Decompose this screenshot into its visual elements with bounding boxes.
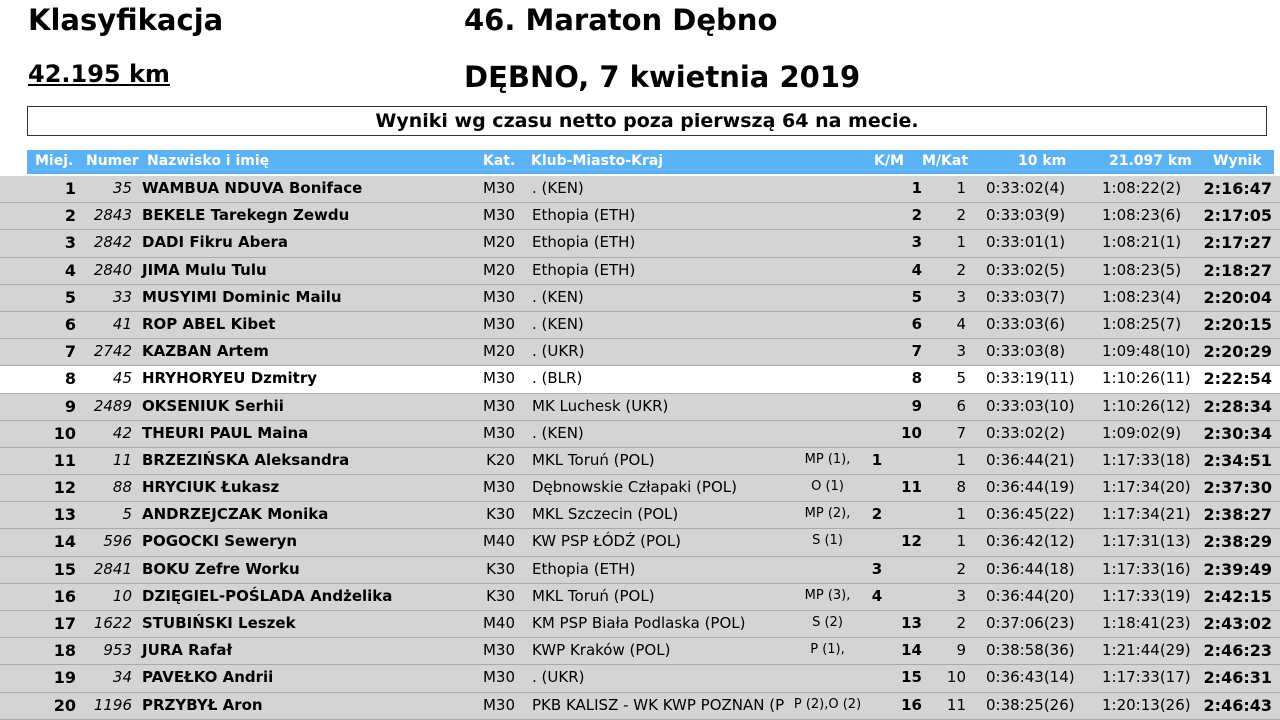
name-cell: DADI Fikru Abera [142, 233, 289, 252]
split21-cell: 1:18:41(23) [1102, 614, 1191, 632]
split10-cell: 0:38:58(36) [986, 641, 1075, 660]
result-cell: 2:17:27 [1203, 233, 1272, 253]
women-place-cell: 3 [871, 559, 883, 578]
number-cell: 5 [122, 505, 132, 524]
split21-cell: 1:09:02(9) [1102, 423, 1182, 442]
place-cell: 9 [64, 396, 76, 416]
category-place-cell: 7 [956, 423, 966, 442]
category-cell: K30 [486, 559, 515, 578]
club-cell: Ethopia (ETH) [532, 260, 636, 279]
category-place-cell: 3 [956, 342, 966, 361]
place-cell: 18 [53, 641, 76, 661]
category-cell: M30 [482, 396, 515, 415]
split21-cell: 1:08:23(6) [1102, 206, 1182, 225]
club-cell: Ethopia (ETH) [532, 206, 636, 225]
place-cell: 16 [53, 586, 76, 606]
number-cell: 2842 [93, 233, 132, 252]
result-cell: 2:46:43 [1203, 695, 1272, 715]
table-row [0, 529, 1280, 556]
split10-cell: 0:33:02(2) [986, 423, 1066, 442]
men-place-cell: 4 [911, 260, 922, 279]
table-row [0, 339, 1280, 366]
results-banner: Wyniki wg czasu netto poza pierwszą 64 na mecie. [27, 106, 1267, 136]
column-club: Klub-Miasto-Kraj [531, 153, 664, 169]
category-place-cell: 9 [956, 641, 966, 660]
results-table [0, 176, 1280, 720]
column-mk: M/Kat [922, 153, 969, 169]
category-place-cell: 10 [946, 668, 966, 687]
split10-cell: 0:36:43(14) [986, 668, 1075, 687]
category-place-cell: 1 [956, 233, 966, 252]
place-cell: 10 [53, 423, 76, 443]
place-cell: 20 [53, 695, 76, 715]
result-cell: 2:20:04 [1203, 287, 1272, 307]
split10-cell: 0:33:03(7) [986, 287, 1066, 306]
result-cell: 2:38:27 [1203, 505, 1272, 525]
club-cell: . (KEN) [532, 287, 584, 306]
club-cell: Dębnowskie Człapaki (POL) [532, 478, 737, 497]
club-cell: PKB KALISZ - WK KWP POZNAN (P [532, 695, 785, 714]
split10-cell: 0:36:44(18) [986, 559, 1075, 578]
club-cell: KWP Kraków (POL) [532, 641, 671, 660]
number-cell: 1196 [93, 695, 132, 714]
name-cell: BEKELE Tarekegn Zewdu [142, 206, 350, 225]
club-cell: MK Luchesk (UKR) [532, 396, 669, 415]
category-cell: M30 [482, 206, 515, 225]
result-cell: 2:42:15 [1203, 586, 1272, 606]
name-cell: ANDRZEJCZAK Monika [142, 505, 329, 524]
split10-cell: 0:36:42(12) [986, 532, 1075, 551]
split21-cell: 1:08:22(2) [1102, 179, 1182, 197]
split21-cell: 1:17:33(16) [1102, 559, 1191, 578]
name-cell: PRZYBYŁ Aron [142, 695, 263, 714]
number-cell: 2742 [93, 342, 132, 361]
result-cell: 2:46:31 [1203, 668, 1272, 688]
category-cell: M40 [482, 532, 515, 551]
number-cell: 33 [112, 287, 132, 306]
number-cell: 2841 [93, 559, 132, 578]
split21-cell: 1:17:33(17) [1102, 668, 1191, 687]
name-cell: DZIĘGIEL-POŚLADA Andżelika [142, 586, 393, 605]
category-cell: M30 [482, 423, 515, 442]
split21-cell: 1:10:26(11) [1102, 369, 1191, 388]
column-split10: 10 km [1018, 153, 1067, 169]
table-row [0, 258, 1280, 285]
split21-cell: 1:17:34(20) [1102, 478, 1191, 497]
split21-cell: 1:17:33(19) [1102, 586, 1191, 605]
club-cell: . (UKR) [532, 342, 585, 361]
category-cell: K20 [486, 450, 515, 469]
name-cell: OKSENIUK Serhii [142, 396, 284, 415]
club-cell: . (BLR) [532, 369, 583, 388]
split10-cell: 0:36:45(22) [986, 505, 1075, 524]
table-row [0, 475, 1280, 502]
split10-cell: 0:33:03(9) [986, 206, 1066, 225]
category-place-cell: 2 [956, 559, 966, 578]
category-cell: K30 [486, 586, 515, 605]
club-cell: MKL Toruń (POL) [532, 450, 655, 469]
name-cell: KAZBAN Artem [142, 342, 269, 361]
club-cell: MKL Toruń (POL) [532, 586, 655, 605]
men-place-cell: 2 [911, 206, 922, 225]
name-cell: BOKU Zefre Worku [142, 559, 300, 578]
split10-cell: 0:38:25(26) [986, 695, 1075, 714]
split10-cell: 0:33:03(10) [986, 396, 1075, 415]
number-cell: 34 [112, 668, 132, 687]
table-row [0, 638, 1280, 665]
note-cell: MP (3), [804, 587, 851, 603]
split21-cell: 1:10:26(12) [1102, 396, 1191, 415]
men-place-cell: 15 [901, 668, 922, 687]
category-cell: M30 [482, 179, 515, 197]
number-cell: 88 [112, 478, 132, 497]
number-cell: 2489 [93, 396, 132, 415]
club-cell: MKL Szczecin (POL) [532, 505, 679, 524]
category-cell: M30 [482, 478, 515, 497]
men-place-cell: 10 [901, 423, 922, 442]
result-cell: 2:37:30 [1203, 478, 1272, 498]
name-cell: ROP ABEL Kibet [142, 314, 276, 333]
category-place-cell: 2 [956, 206, 966, 225]
category-place-cell: 1 [956, 505, 966, 524]
classification-title: Klasyfikacja [28, 3, 224, 37]
split10-cell: 0:36:44(19) [986, 478, 1075, 497]
place-cell: 5 [64, 287, 76, 307]
category-place-cell: 2 [956, 614, 966, 632]
place-cell: 11 [53, 450, 76, 470]
split10-cell: 0:33:03(6) [986, 314, 1066, 333]
result-cell: 2:20:29 [1203, 342, 1272, 362]
men-place-cell: 13 [901, 614, 922, 632]
split21-cell: 1:21:44(29) [1102, 641, 1191, 660]
table-row [0, 394, 1280, 421]
number-cell: 42 [112, 423, 132, 442]
men-place-cell: 7 [911, 342, 922, 361]
column-split21: 21.097 km [1109, 153, 1192, 169]
result-cell: 2:43:02 [1203, 614, 1272, 633]
number-cell: 11 [112, 450, 132, 469]
table-row [0, 230, 1280, 257]
table-row [0, 312, 1280, 339]
result-cell: 2:46:23 [1203, 641, 1272, 661]
club-cell: KW PSP ŁÓDŹ (POL) [532, 532, 682, 551]
note-cell: P (1), [810, 642, 845, 658]
event-subtitle: DĘBNO, 7 kwietnia 2019 [464, 60, 861, 94]
place-cell: 2 [64, 206, 76, 226]
category-place-cell: 3 [956, 287, 966, 306]
name-cell: STUBIŃSKI Leszek [142, 614, 296, 632]
club-cell: . (UKR) [532, 668, 585, 687]
split10-cell: 0:33:02(4) [986, 179, 1066, 197]
name-cell: JIMA Mulu Tulu [142, 260, 267, 279]
split10-cell: 0:36:44(21) [986, 450, 1075, 469]
table-row [0, 176, 1280, 203]
place-cell: 6 [64, 314, 76, 334]
number-cell: 10 [112, 586, 132, 605]
category-place-cell: 3 [956, 586, 966, 605]
category-cell: K30 [486, 505, 515, 524]
category-cell: M20 [482, 342, 515, 361]
distance-label: 42.195 km [28, 60, 170, 88]
number-cell: 41 [112, 314, 132, 333]
column-category: Kat. [483, 153, 516, 169]
split21-cell: 1:08:21(1) [1102, 233, 1182, 252]
number-cell: 596 [103, 532, 132, 551]
split10-cell: 0:33:03(8) [986, 342, 1066, 361]
men-place-cell: 14 [901, 641, 922, 660]
result-cell: 2:20:15 [1203, 314, 1272, 334]
men-place-cell: 16 [901, 695, 922, 714]
note-cell: O (1) [811, 479, 844, 495]
split21-cell: 1:17:34(21) [1102, 505, 1191, 524]
note-cell: MP (1), [804, 451, 851, 467]
result-cell: 2:38:29 [1203, 532, 1272, 552]
table-row [0, 448, 1280, 475]
number-cell: 2843 [93, 206, 132, 225]
table-row [0, 557, 1280, 584]
note-cell: S (1) [812, 533, 843, 549]
place-cell: 8 [64, 369, 76, 389]
club-cell: . (KEN) [532, 423, 584, 442]
result-cell: 2:30:34 [1203, 423, 1272, 443]
category-cell: M30 [482, 641, 515, 660]
place-cell: 14 [53, 532, 76, 552]
column-result: Wynik [1213, 153, 1262, 169]
category-cell: M30 [482, 695, 515, 714]
category-place-cell: 11 [946, 695, 966, 714]
place-cell: 13 [53, 505, 76, 525]
category-place-cell: 5 [956, 369, 966, 388]
club-cell: Ethopia (ETH) [532, 559, 636, 578]
women-place-cell: 1 [871, 450, 883, 469]
number-cell: 2840 [93, 260, 132, 279]
table-row [0, 366, 1280, 393]
category-place-cell: 1 [956, 179, 966, 197]
name-cell: PAVEŁKO Andrii [142, 668, 274, 687]
table-row [0, 584, 1280, 611]
result-cell: 2:28:34 [1203, 396, 1272, 416]
split21-cell: 1:09:48(10) [1102, 342, 1191, 361]
split10-cell: 0:33:01(1) [986, 233, 1066, 252]
category-cell: M20 [482, 233, 515, 252]
club-cell: . (KEN) [532, 179, 584, 197]
place-cell: 1 [64, 179, 76, 198]
event-title: 46. Maraton Dębno [464, 3, 778, 37]
men-place-cell: 11 [901, 478, 922, 497]
men-place-cell: 3 [911, 233, 922, 252]
place-cell: 3 [64, 233, 76, 253]
result-cell: 2:39:49 [1203, 559, 1272, 579]
category-place-cell: 1 [956, 450, 966, 469]
split21-cell: 1:08:25(7) [1102, 314, 1182, 333]
name-cell: POGOCKI Seweryn [142, 532, 298, 551]
column-km: K/M [874, 153, 904, 169]
table-row [0, 665, 1280, 692]
club-cell: . (KEN) [532, 314, 584, 333]
note-cell: MP (2), [804, 506, 851, 522]
place-cell: 4 [64, 260, 76, 280]
split21-cell: 1:08:23(4) [1102, 287, 1182, 306]
split21-cell: 1:08:23(5) [1102, 260, 1182, 279]
name-cell: BRZEZIŃSKA Aleksandra [142, 450, 350, 469]
split10-cell: 0:33:02(5) [986, 260, 1066, 279]
women-place-cell: 2 [871, 505, 883, 524]
column-place: Miej. [35, 153, 74, 169]
women-place-cell: 4 [871, 586, 883, 605]
men-place-cell: 9 [911, 396, 922, 415]
category-place-cell: 6 [956, 396, 966, 415]
result-cell: 2:34:51 [1203, 450, 1272, 470]
men-place-cell: 6 [911, 314, 922, 333]
place-cell: 15 [53, 559, 76, 579]
category-cell: M30 [482, 287, 515, 306]
place-cell: 17 [53, 614, 76, 633]
number-cell: 45 [112, 369, 132, 388]
number-cell: 35 [112, 179, 132, 197]
number-cell: 1622 [93, 614, 132, 632]
place-cell: 19 [53, 668, 76, 688]
result-cell: 2:17:05 [1203, 206, 1272, 226]
men-place-cell: 8 [911, 369, 922, 388]
column-number: Numer [86, 153, 139, 169]
category-cell: M20 [482, 260, 515, 279]
split10-cell: 0:33:19(11) [986, 369, 1075, 388]
name-cell: THEURI PAUL Maina [142, 423, 309, 442]
result-cell: 2:16:47 [1203, 179, 1272, 198]
table-row [0, 502, 1280, 529]
category-cell: M30 [482, 668, 515, 687]
place-cell: 12 [53, 478, 76, 498]
category-cell: M30 [482, 314, 515, 333]
table-row [0, 203, 1280, 230]
table-row [0, 285, 1280, 312]
category-cell: M40 [482, 614, 515, 632]
table-row [0, 693, 1280, 720]
split21-cell: 1:20:13(26) [1102, 695, 1191, 714]
number-cell: 953 [103, 641, 132, 660]
result-cell: 2:22:54 [1203, 369, 1272, 389]
club-cell: KM PSP Biała Podlaska (POL) [532, 614, 746, 632]
split21-cell: 1:17:33(18) [1102, 450, 1191, 469]
name-cell: HRYCIUK Łukasz [142, 478, 280, 497]
category-place-cell: 2 [956, 260, 966, 279]
table-row [0, 611, 1280, 638]
column-header-row [27, 150, 1274, 174]
split10-cell: 0:37:06(23) [986, 614, 1075, 632]
result-cell: 2:18:27 [1203, 260, 1272, 280]
note-cell: S (2) [812, 615, 843, 630]
category-place-cell: 4 [956, 314, 966, 333]
place-cell: 7 [64, 342, 76, 362]
men-place-cell: 12 [901, 532, 922, 551]
note-cell: P (2),O (2) [793, 696, 862, 712]
name-cell: JURA Rafał [142, 641, 233, 660]
category-place-cell: 1 [956, 532, 966, 551]
category-cell: M30 [482, 369, 515, 388]
name-cell: WAMBUA NDUVA Boniface [142, 179, 363, 197]
column-name: Nazwisko i imię [147, 153, 270, 169]
split10-cell: 0:36:44(20) [986, 586, 1075, 605]
men-place-cell: 1 [911, 179, 922, 197]
category-place-cell: 8 [956, 478, 966, 497]
name-cell: MUSYIMI Dominic Mailu [142, 287, 342, 306]
name-cell: HRYHORYEU Dzmitry [142, 369, 317, 388]
split21-cell: 1:17:31(13) [1102, 532, 1191, 551]
club-cell: Ethopia (ETH) [532, 233, 636, 252]
table-row [0, 421, 1280, 448]
men-place-cell: 5 [911, 287, 922, 306]
